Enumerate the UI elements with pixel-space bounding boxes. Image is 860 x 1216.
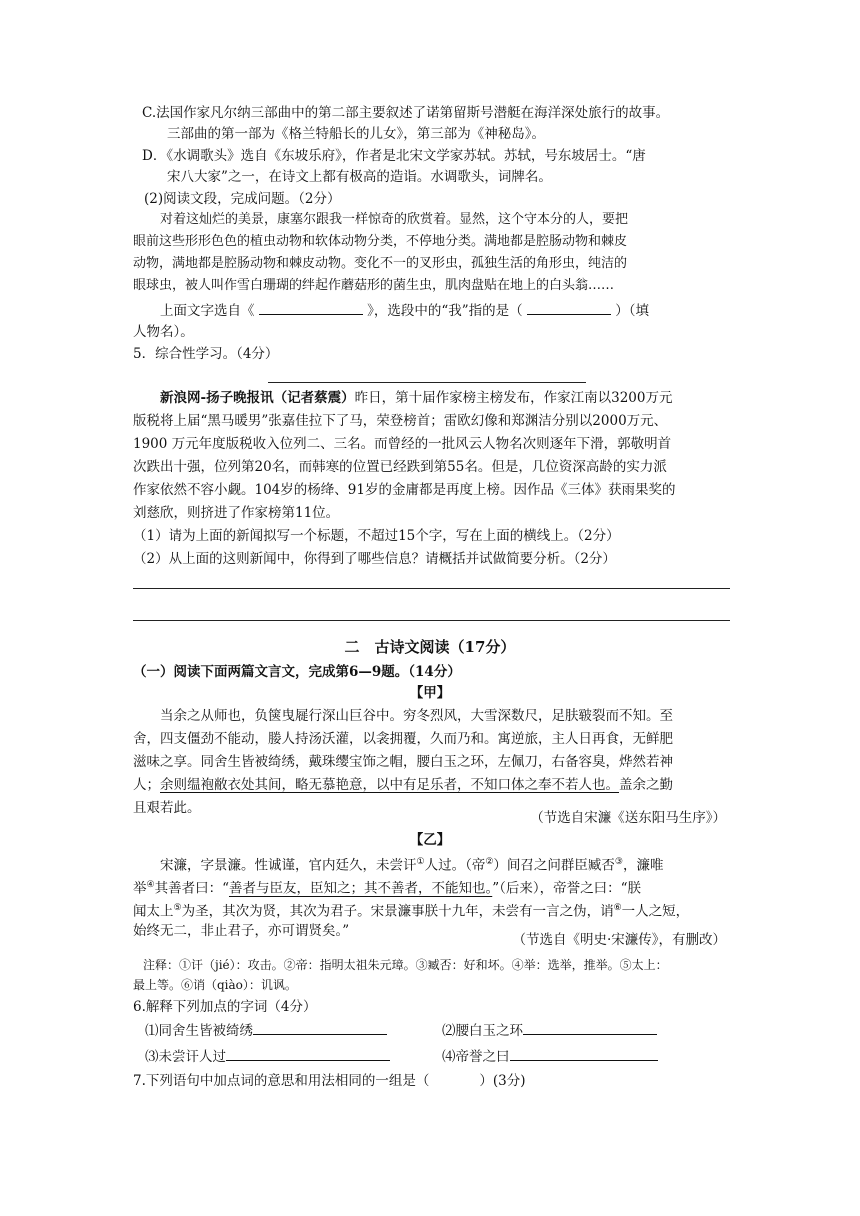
footnote-marker: ①: [416, 857, 425, 867]
yi-underlined-sentence: 善者与臣友，臣知之；其不善者，不能知也。: [228, 880, 493, 897]
yi-text: ）间召之问群臣臧否: [493, 857, 615, 874]
yi-text: 人过。（帝: [424, 857, 486, 874]
news-line-1: [160, 388, 672, 408]
jia-text: 人；: [133, 777, 160, 793]
passage-line: 眼前这些形形色色的植虫动物和软体动物分类，不停地分类。满地都是腔肠动物和棘皮: [133, 234, 628, 249]
jia-source-text: （节选自宋濂《送东阳马生序》）: [530, 810, 726, 826]
option-d-line-1: D．《水调歌头》选自《东坡乐府》，作者是北宋文学家苏轼。苏轼，号东坡居士。“唐: [142, 148, 646, 164]
q6-item-text: ⑴同舍生皆被绮绣: [145, 1023, 253, 1039]
yi-text: 一人之短，: [621, 903, 690, 920]
footnote-marker: ⑥: [613, 903, 622, 913]
answer-line[interactable]: [133, 588, 730, 589]
sub-question-2-title: (2)阅读文段，完成问题。（2分）: [144, 191, 341, 207]
fill-text-d: 人物名）。: [133, 324, 194, 340]
footnote-marker: ③: [614, 857, 623, 867]
section-heading: 二 古诗文阅读（17分）: [344, 638, 516, 656]
footnote-marker: ④: [146, 880, 155, 890]
q6-title: 6.解释下列加点的字词（4分）: [133, 999, 317, 1015]
jia-line-4: [133, 775, 673, 795]
q7-line: [133, 1071, 526, 1091]
yi-text: ”（后来），帝誉之曰：“朕: [492, 880, 642, 897]
jia-line: 当余之从师也，负箧曳屣行深山巨谷中。穷冬烈风，大雪深数尺，足肤皲裂而不知。至: [160, 708, 673, 724]
footnote-marker: ⑤: [173, 903, 182, 913]
q6-item-1: [145, 1020, 387, 1041]
q6-item-3: [145, 1046, 390, 1067]
news-line: 次跌出十强，位列第20名，而韩寒的位置已经跌到第55名。但是，几位资深高龄的实力派: [133, 459, 667, 475]
news-line: 作家依然不容小觑。104岁的杨绛、91岁的金庸都是再度上榜。因作品《三体》获雨果奖的: [133, 482, 676, 498]
q7-text: 7.下列语句中加点词的意思和用法相同的一组是（: [133, 1073, 430, 1089]
yi-line-3: [133, 898, 689, 922]
jia-line-5: 且艰若此。: [133, 800, 201, 816]
yi-label: 【乙】: [409, 832, 451, 848]
person-name-blank[interactable]: [527, 300, 611, 315]
q6-item-4: [442, 1046, 658, 1067]
yi-text: 闻太上: [133, 903, 174, 920]
jia-underlined-sentence: 余则缊袍敝衣处其间，略无慕艳意，以中有足乐者，不知口体之奉不若人也。: [160, 777, 619, 793]
news-line: 版税将上届“黑马暖男”张嘉佳拉下了马，荣登榜首；雷欧幻像和郑渊洁分别以2000万元、: [133, 413, 668, 429]
yi-text: 举: [133, 880, 147, 897]
yi-text: 其善者曰：“: [154, 880, 229, 897]
news-lead: 新浪网-扬子晚报讯（记者蔡震）: [160, 390, 355, 406]
jia-line: 舍，四支僵劲不能动，媵人持汤沃灌，以衾拥覆，久而乃和。寓逆旅，主人日再食，无鲜肥: [133, 731, 673, 747]
option-c-line-1: C.法国作家凡尔纳三部曲中的第二部主要叙述了诺第留斯号潜艇在海洋深处旅行的故事。: [142, 105, 670, 121]
q6-item-text: ⑵腰白玉之环: [442, 1023, 523, 1039]
news-text: 昨日，第十届作家榜主榜发布，作家江南以3200万元: [354, 390, 673, 406]
answer-blank[interactable]: [226, 1046, 390, 1061]
notes-line-1: 注释：①讦（jié）：攻击。②帝：指明太祖朱元璋。③臧否：好和坏。④举：选举，推举。⑤太上：: [143, 958, 668, 972]
answer-blank[interactable]: [510, 1046, 658, 1061]
option-d-line-2: 宋八大家”之一，在诗文上都有极高的造诣。水调歌头，词牌名。: [167, 169, 552, 185]
answer-blank[interactable]: [523, 1020, 657, 1035]
yi-line-2: [133, 875, 641, 899]
q5-sub-2: （2）从上面的这则新闻中，你得到了哪些信息？请概括并试做简要分析。（2分）: [133, 551, 616, 567]
notes-line-2: 最上等。⑥诮（qiào）：讥讽。: [133, 978, 297, 992]
jia-line: 滋味之享。同舍生皆被绮绣，戴珠缨宝饰之帽，腰白玉之环，左佩刀，右备容臭，烨然若神: [133, 754, 673, 770]
news-title-blank[interactable]: [268, 382, 586, 383]
yi-source: （节选自《明史·宋濂传》，有删改）: [512, 932, 726, 948]
passage-line: 动物，满地都是腔肠动物和棘皮动物。变化不一的叉形虫，孤独生活的角形虫，纯洁的: [133, 256, 628, 271]
q6-item-2: [442, 1020, 657, 1041]
q5-title: 5．综合性学习。（4分）: [133, 346, 279, 362]
q6-item-text: ⑷帝誉之曰: [442, 1049, 510, 1065]
yi-text: 为圣，其次为贤，其次为君子。宋景濂事朕十九年，未尝有一言之伪，诮: [181, 903, 614, 920]
news-line: 1900 万元年度版税收入位列二、三名。而曾经的一批风云人物名次则逐年下滑，郭敬明首: [133, 436, 672, 452]
yi-text: ，濂唯: [622, 857, 664, 874]
part-1-title: （一）阅读下面两篇文言文，完成第6—9题。（14分）: [133, 664, 461, 680]
passage-line: 对着这灿烂的美景，康塞尔跟我一样惊奇的欣赏着。显然，这个守本分的人，要把: [160, 212, 629, 227]
footnote-marker: ②: [485, 857, 494, 867]
yi-line-4: 始终无二，非止君子，亦可谓贤矣。”: [133, 923, 350, 939]
answer-line[interactable]: [133, 620, 730, 621]
fill-text-b: 》，选段中的“我”指的是（: [367, 303, 523, 319]
q7-text: ）(3分): [479, 1073, 526, 1089]
jia-text: 盖余之勤: [619, 777, 673, 793]
fill-line: [160, 300, 649, 321]
jia-label: 【甲】: [409, 685, 451, 701]
passage-line: 眼球虫，被人叫作雪白珊瑚的绊起作蘑菇形的菌生虫，肌肉盘贴在地上的白头翁……: [133, 278, 615, 293]
fill-text-c: ）（填: [615, 303, 649, 319]
q5-sub-1: （1）请为上面的新闻拟写一个标题，不超过15个字，写在上面的横线上。（2分）: [133, 528, 620, 544]
yi-text: 宋濂，字景濂。性诚谨，官内廷久，未尝讦: [160, 857, 417, 874]
book-title-blank[interactable]: [259, 300, 363, 315]
q6-item-text: ⑶未尝讦人过: [145, 1049, 226, 1065]
yi-line-1: [160, 852, 663, 876]
fill-text-a: 上面文字选自《: [160, 303, 255, 319]
answer-blank[interactable]: [253, 1020, 387, 1035]
news-line: 刘慈欣，则挤进了作家榜第11位。: [133, 505, 340, 521]
option-c-line-2: 三部曲的第一部为《格兰特船长的儿女》，第三部为《神秘岛》。: [167, 126, 545, 142]
